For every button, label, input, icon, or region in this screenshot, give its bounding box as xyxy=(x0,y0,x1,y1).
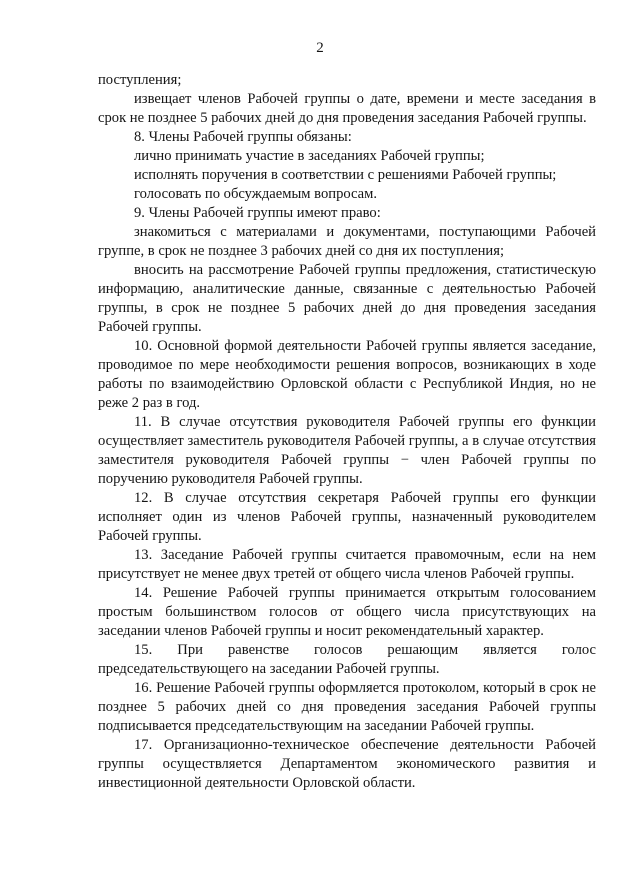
paragraph: вносить на рассмотрение Рабочей группы предложения, статистическую информацию, аналитические данные, связанные с деятельностью Рабочей группы, в срок не позднее 5 рабочих дней до дня проведения заседания Рабочей группы. xyxy=(98,262,596,335)
paragraph: извещает членов Рабочей группы о дате, времени и месте заседания в срок не позднее 5 рабочих дней до дня проведения заседания Рабочей группы. xyxy=(98,91,596,126)
paragraph: 15. При равенстве голосов решающим является голос председательствующего на заседании Рабочей группы. xyxy=(98,642,596,677)
paragraph: исполнять поручения в соответствии с решениями Рабочей группы; xyxy=(134,167,557,183)
paragraph: 17. Организационно-техническое обеспечение деятельности Рабочей группы осуществляется Департаментом экономического развития и инвестиционной деятельности Орловской области. xyxy=(98,737,596,791)
paragraph: 16. Решение Рабочей группы оформляется протоколом, который в срок не позднее 5 рабочих дней со дня проведения заседания Рабочей группы подписывается председательствующим на заседании Рабочей группы. xyxy=(98,680,596,734)
page-number: 2 xyxy=(316,40,324,56)
paragraph: 10. Основной формой деятельности Рабочей группы является заседание, проводимое по мере необходимости решения вопросов, возникающих в ходе работы по взаимодействию Орловской области с Республикой Индия, но не реже 2 раз в год. xyxy=(98,338,596,411)
paragraph: 9. Члены Рабочей группы имеют право: xyxy=(134,205,381,221)
paragraph: 13. Заседание Рабочей группы считается правомочным, если на нем присутствует не менее двух третей от общего числа членов Рабочей группы. xyxy=(98,547,596,582)
paragraph: голосовать по обсуждаемым вопросам. xyxy=(134,186,378,202)
paragraph: поступления; xyxy=(98,72,182,88)
paragraph: 8. Члены Рабочей группы обязаны: xyxy=(134,129,352,145)
paragraph: 14. Решение Рабочей группы принимается открытым голосованием простым большинством голосов от общего числа присутствующих на заседании членов Рабочей группы и носит рекомендательный характер. xyxy=(98,585,596,639)
document-body xyxy=(98,71,596,793)
paragraph: лично принимать участие в заседаниях Рабочей группы; xyxy=(134,148,485,164)
paragraph: знакомиться с материалами и документами, поступающими Рабочей группе, в срок не позднее 3 рабочих дней со дня их поступления; xyxy=(98,224,596,259)
paragraph: 11. В случае отсутствия руководителя Рабочей группы его функции осуществляет заместитель руководителя Рабочей группы, а в случае отсутствия заместителя руководителя Рабочей группы − член Рабочей группы по поручению руководителя Рабочей группы. xyxy=(98,414,596,487)
paragraph: 12. В случае отсутствия секретаря Рабочей группы его функции исполняет один из членов Рабочей группы, назначенный руководителем Рабочей группы. xyxy=(98,490,596,544)
